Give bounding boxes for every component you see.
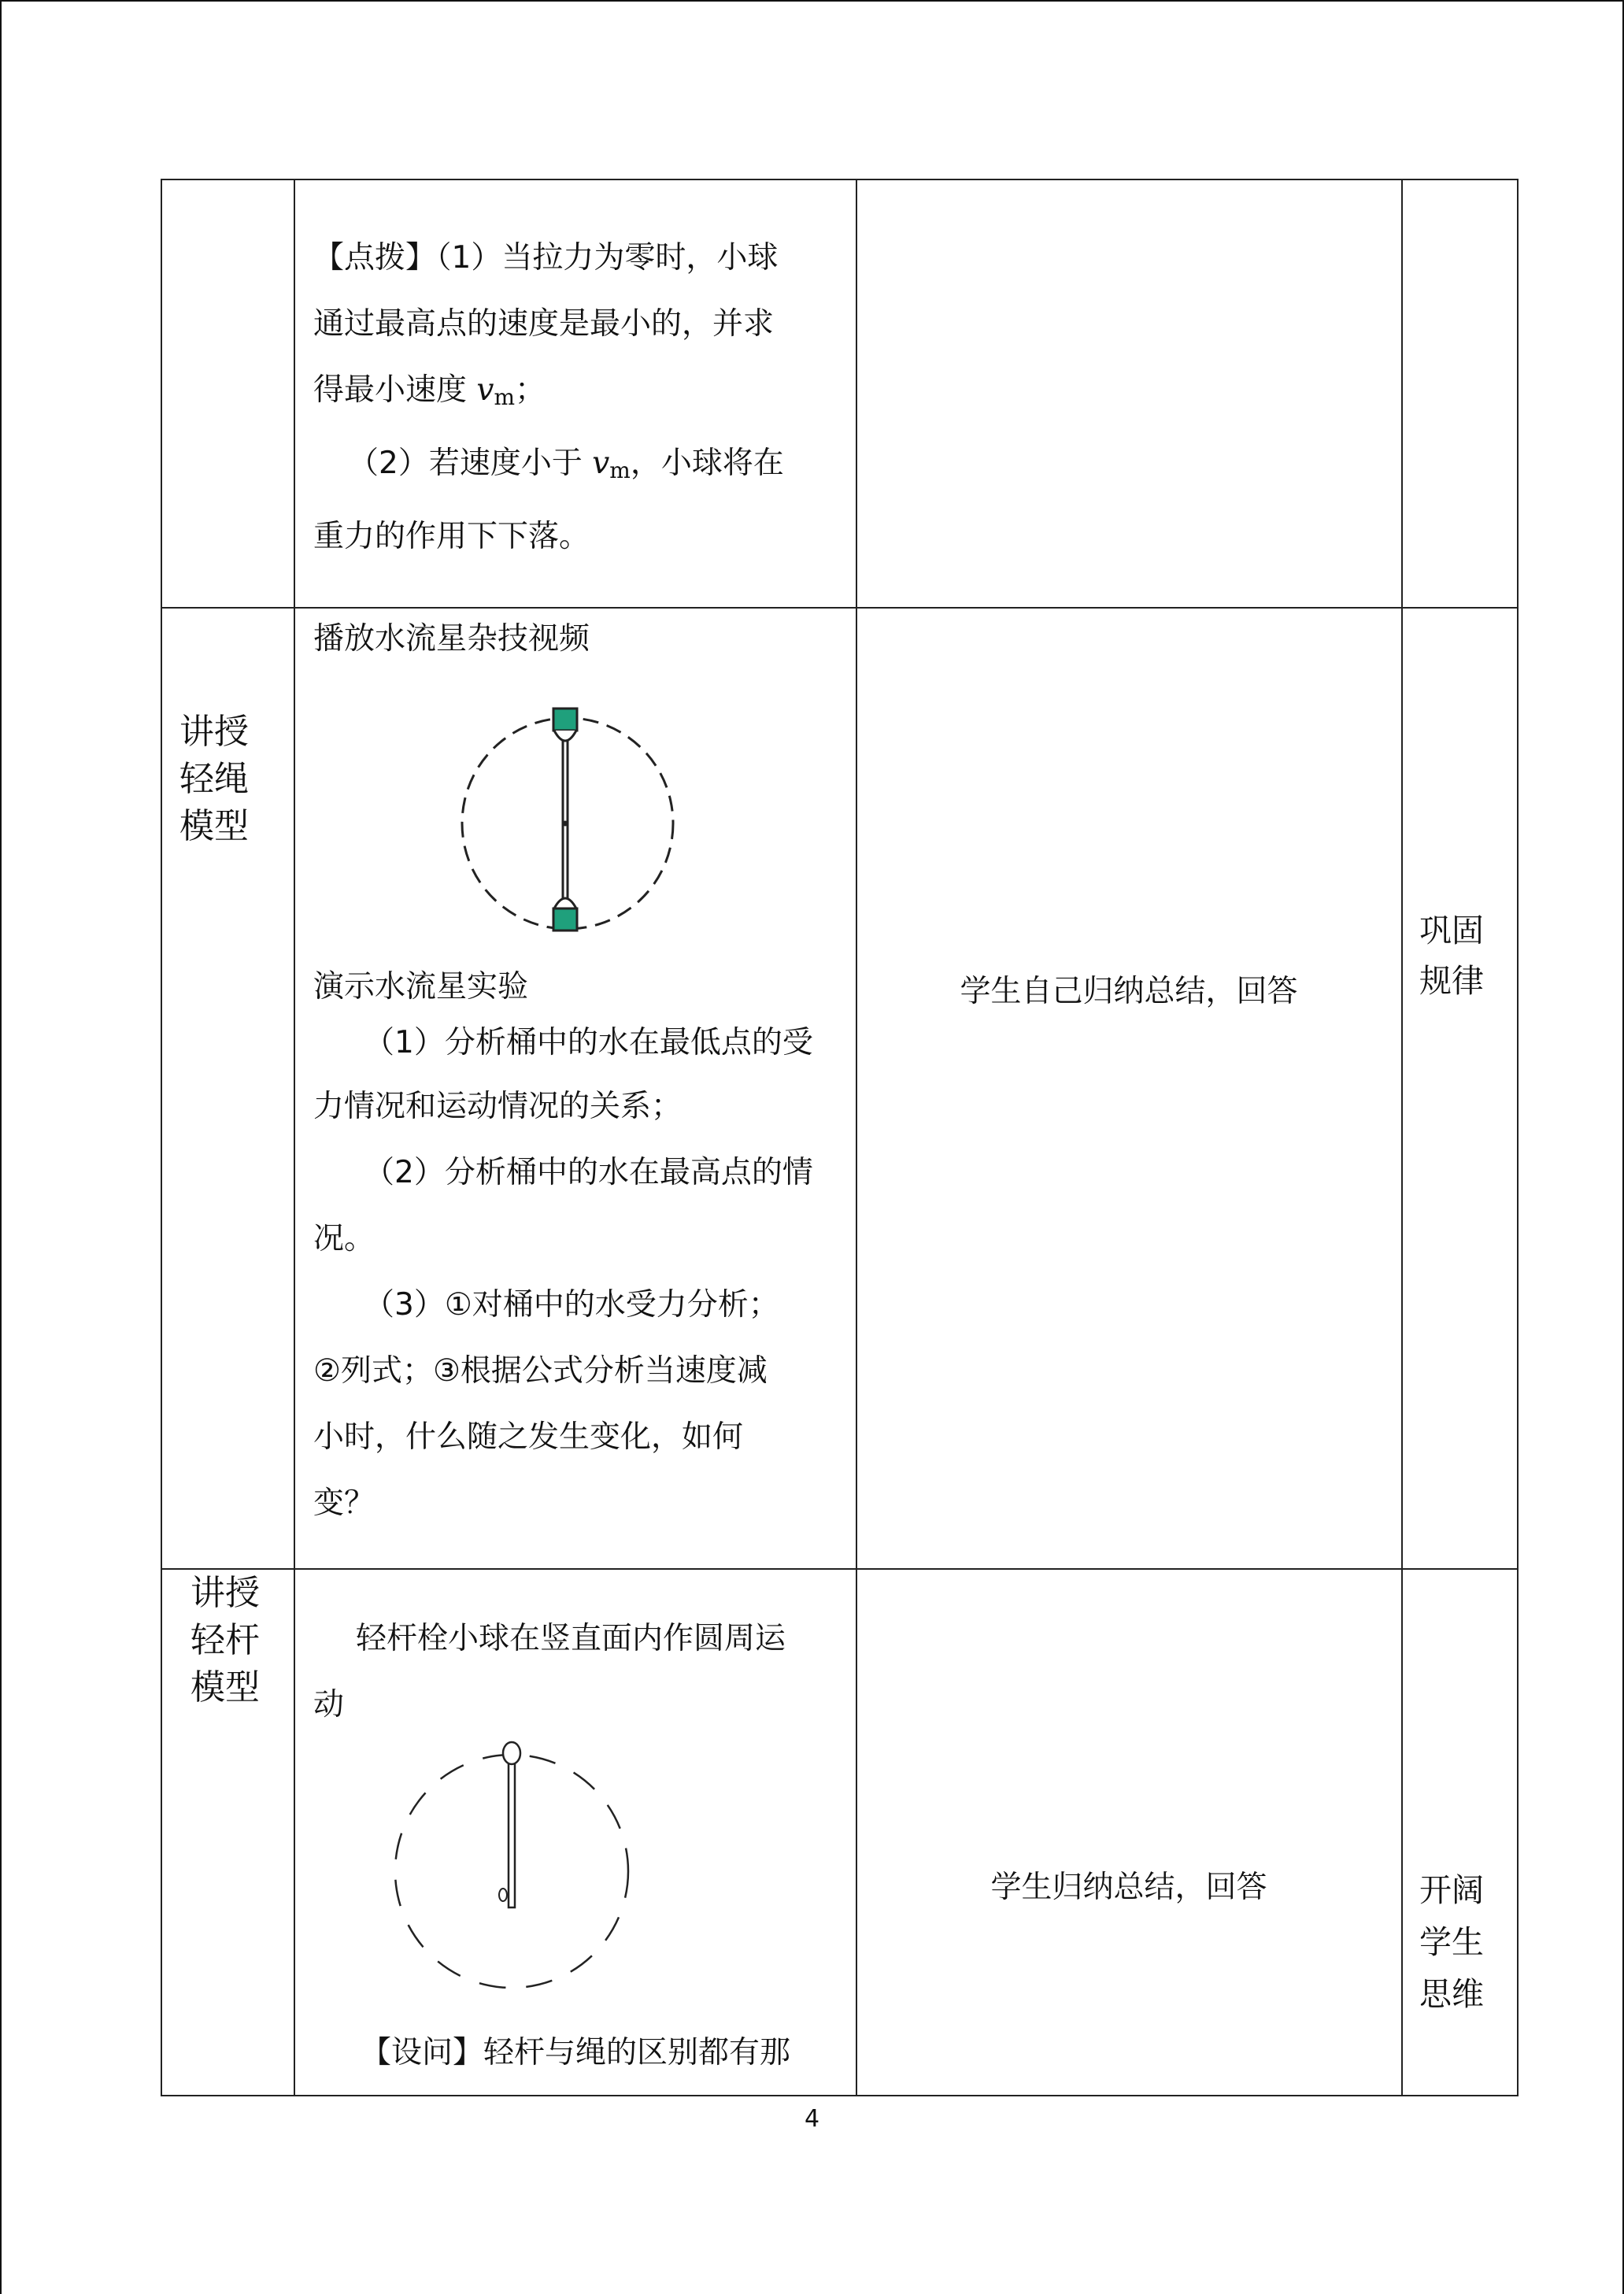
student-activity-1: 学生自己归纳总结，回答 <box>960 974 1298 1009</box>
center-pivot <box>563 821 568 827</box>
row2-teacher-cell <box>313 606 849 672</box>
row2-teacher-cell-lower <box>313 962 856 1537</box>
row3-teacher-cell <box>313 1606 856 1738</box>
demo-line-7: 小时，什么随之发生变化，如何 <box>313 1419 744 1455</box>
demo-line-1: （1）分析桶中的水在最低点的受 <box>364 1025 813 1060</box>
demo-title: 演示水流星实验 <box>313 969 529 1005</box>
table-col-line-4 <box>1401 179 1403 2096</box>
demo-line-3: （2）分析桶中的水在最高点的情 <box>364 1155 813 1190</box>
rod-line-1: 轻杆栓小球在竖直面内作圆周运 <box>356 1621 786 1656</box>
row2-student-cell <box>856 960 1401 1023</box>
row3-question <box>313 2020 856 2086</box>
row3-student-cell <box>856 1856 1401 1919</box>
water-meteor-diagram <box>457 701 685 937</box>
demo-line-6: ②列式；③根据公式分析当速度减 <box>313 1353 768 1389</box>
table-line-row2 <box>161 1568 1519 1570</box>
rod-line-3: 【设问】轻杆与绳的区别都有那 <box>361 2035 791 2070</box>
student-activity-2: 学生归纳总结，回答 <box>990 1870 1267 1905</box>
video-instruction: 播放水流星杂技视频 <box>313 621 590 657</box>
table-col-line-5 <box>1517 179 1519 2096</box>
row1-teacher-cell <box>313 225 849 570</box>
light-rod <box>509 1763 515 1907</box>
row2-purpose-cell: 巩固 规律 <box>1419 912 1484 1000</box>
table-col-line-2 <box>294 179 295 2096</box>
page-border-left <box>0 0 2 2294</box>
hint-line-4: （2）若速度小于 $v_m$，小球将在 <box>348 446 784 483</box>
rotation-center <box>499 1889 507 1901</box>
hint-line-1: 【点拨】（1）当拉力为零时，小球 <box>313 240 779 276</box>
page-number: 4 <box>804 2105 820 2133</box>
rod-line-2: 动 <box>313 1687 345 1722</box>
bottom-bucket <box>553 908 577 931</box>
page-border-top <box>0 0 1624 2</box>
table-line-top <box>161 179 1519 180</box>
rod-ball <box>503 1742 520 1764</box>
demo-line-4: 况。 <box>313 1221 375 1256</box>
light-rod-diagram <box>386 1736 646 2000</box>
top-bucket-handle <box>554 731 576 741</box>
table-col-line-1 <box>161 179 162 2096</box>
hint-line-2: 通过最高点的速度是最小的，并求 <box>313 306 775 342</box>
row2-section-label: 讲授 轻绳 模型 <box>179 712 249 846</box>
row3-section-label: 讲授 轻杆 模型 <box>191 1573 260 1708</box>
row3-purpose-cell: 开阔 学生 思维 <box>1419 1871 1484 2013</box>
hint-line-3: 得最小速度 $v_m$； <box>313 372 546 410</box>
hint-line-5: 重力的作用下下落。 <box>313 519 590 554</box>
demo-line-8: 变？ <box>313 1486 375 1521</box>
table-line-bottom <box>161 2095 1519 2096</box>
demo-line-2: 力情况和运动情况的关系； <box>313 1089 683 1124</box>
top-bucket <box>553 709 577 731</box>
demo-line-5: （3）①对桶中的水受力分析； <box>364 1287 779 1323</box>
bottom-bucket-handle <box>554 898 576 908</box>
